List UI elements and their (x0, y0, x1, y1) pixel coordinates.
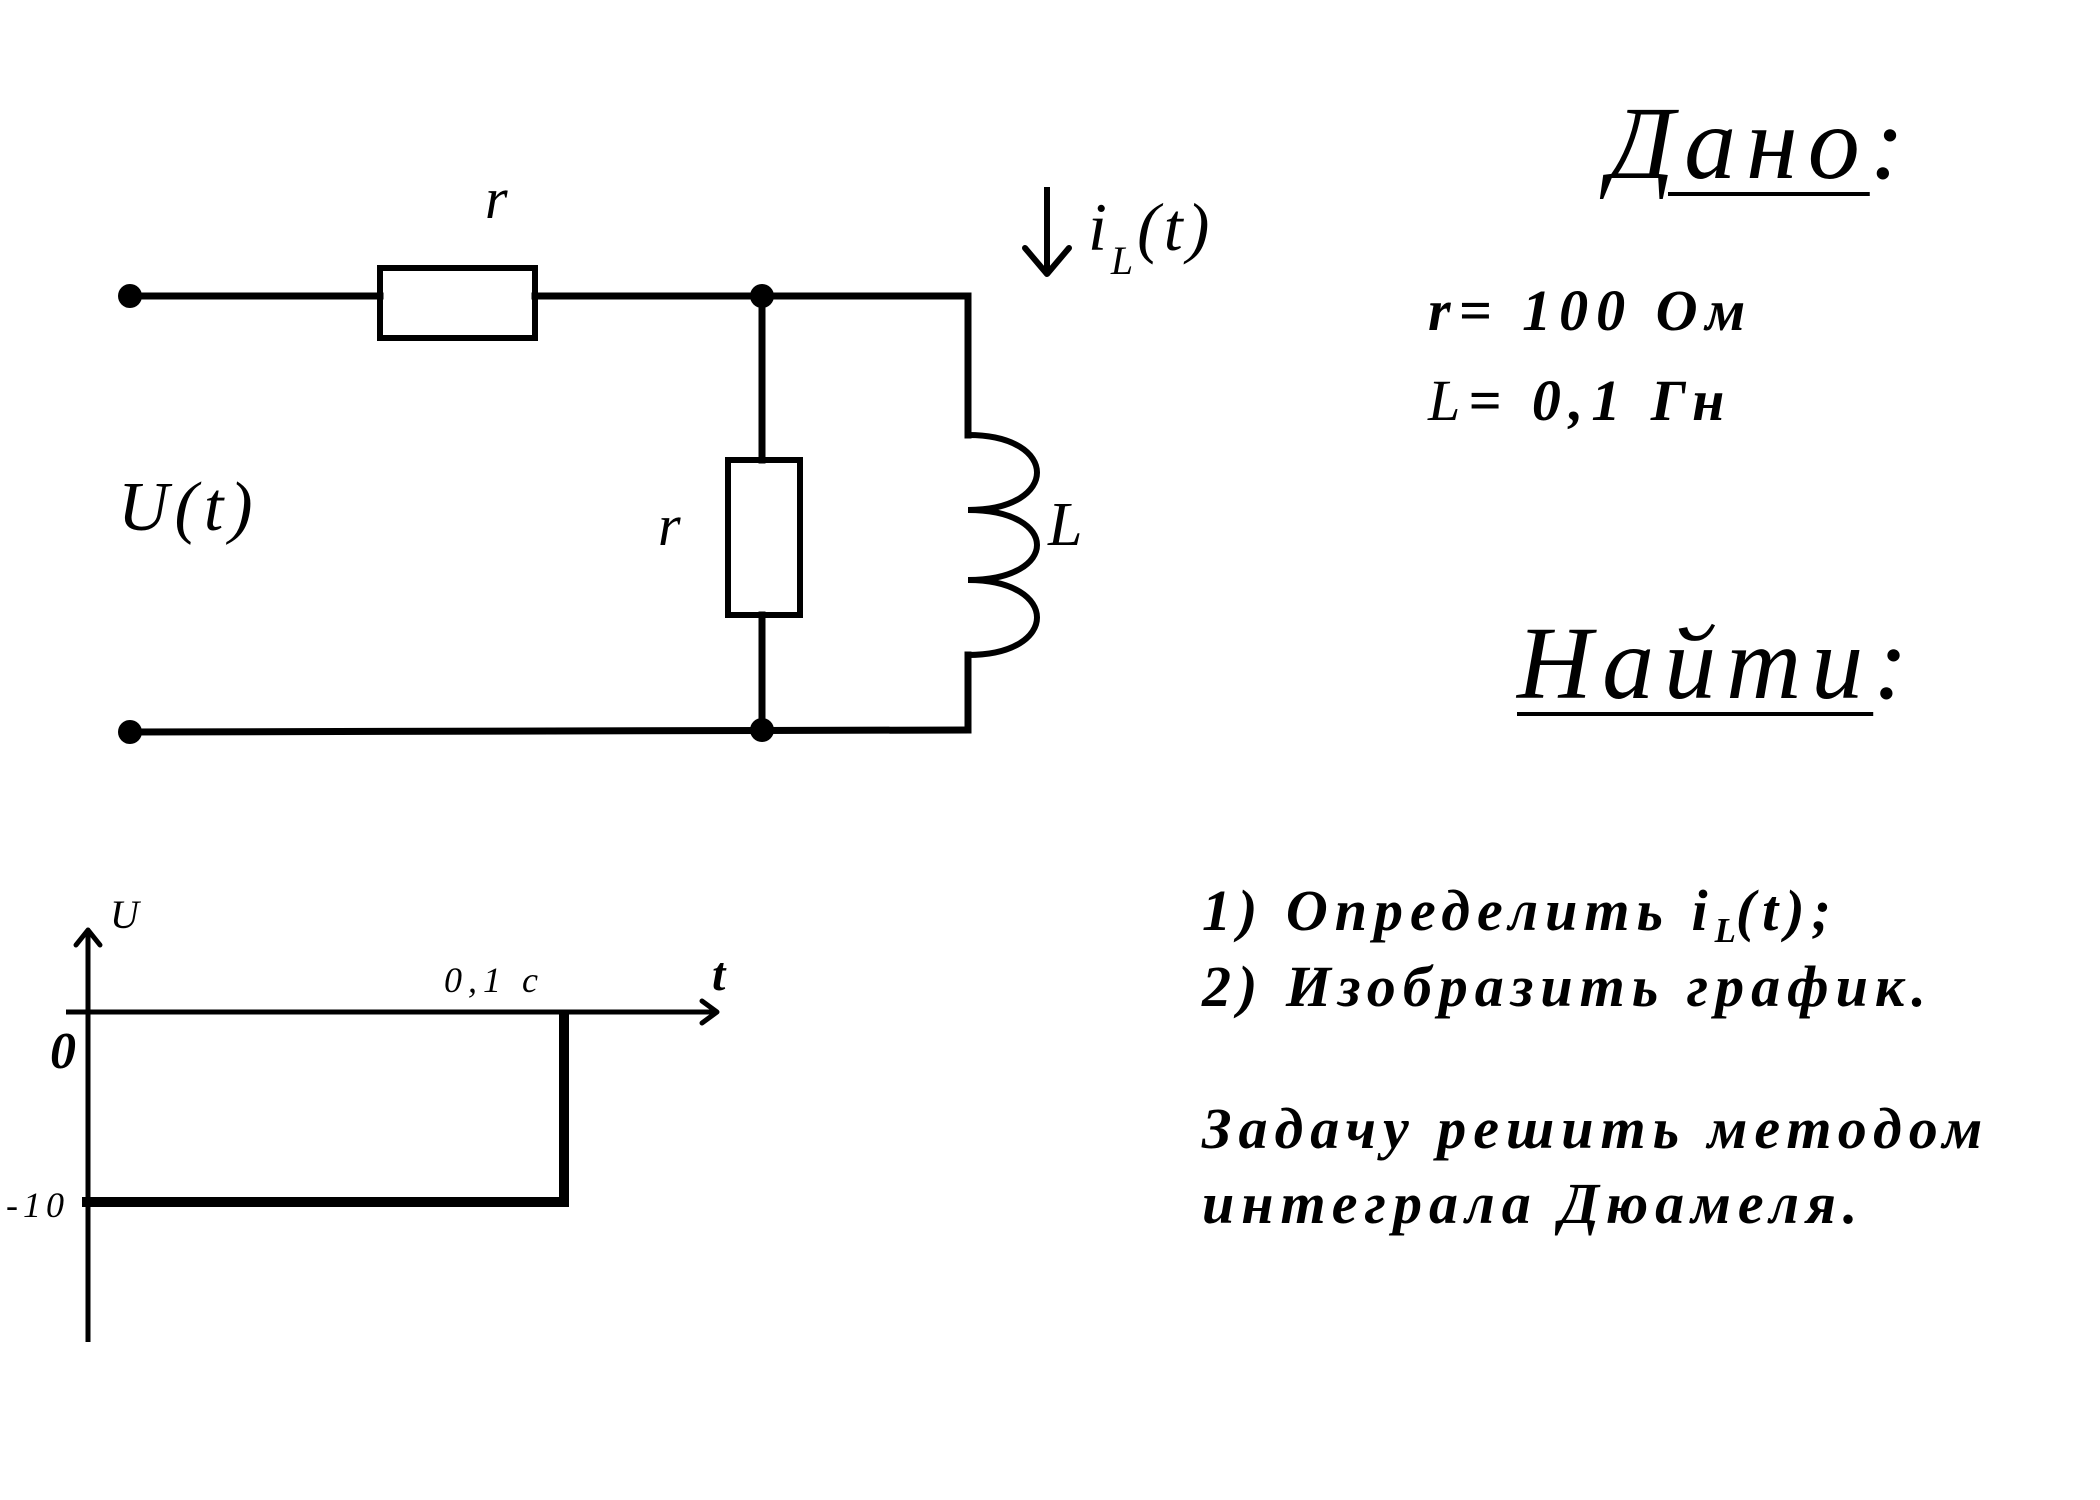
task-1-prefix: 1) Определить i (1202, 878, 1715, 943)
label-inductor: L (1048, 491, 1083, 559)
origin-label: 0 (50, 1023, 76, 1080)
find-heading-colon: : (1873, 606, 1918, 721)
current-sub: L (1110, 238, 1138, 283)
given-r-symbol: r (1428, 278, 1459, 343)
signal-line (82, 1012, 564, 1202)
x-axis-label: t (712, 948, 726, 1001)
task-1 (1202, 878, 1838, 951)
find-heading (1517, 606, 1918, 721)
find-heading-word: Найти (1517, 606, 1874, 721)
label-source: U(t) (118, 469, 259, 546)
given-l-symbol: L (1428, 368, 1469, 433)
current-i: i (1088, 189, 1111, 265)
task-1-sub: L (1714, 911, 1736, 951)
given-heading-colon: : (1869, 86, 1915, 201)
method-line-2: интеграла Дюамеля. (1202, 1171, 1865, 1236)
current-arg: (t) (1137, 189, 1214, 265)
method-line-1: Задачу решить методом (1202, 1096, 1990, 1161)
task-1-suffix: (t); (1735, 878, 1838, 943)
given-l (1428, 368, 1733, 433)
y-axis-label: U (110, 892, 139, 937)
given-heading (1608, 86, 1915, 201)
x-tick-label: 0,1 c (444, 960, 544, 1000)
given-r (1428, 278, 1754, 343)
given-l-value: = 0,1 Гн (1468, 368, 1733, 433)
given-r-value: = 100 Ом (1458, 278, 1754, 343)
task-2: 2) Изобразить график. (1202, 954, 1933, 1019)
label-r-series: r (485, 166, 508, 231)
y-tick-label: -10 (6, 1185, 69, 1225)
label-r-shunt: r (658, 493, 681, 558)
given-heading-word: Дано (1608, 86, 1870, 201)
